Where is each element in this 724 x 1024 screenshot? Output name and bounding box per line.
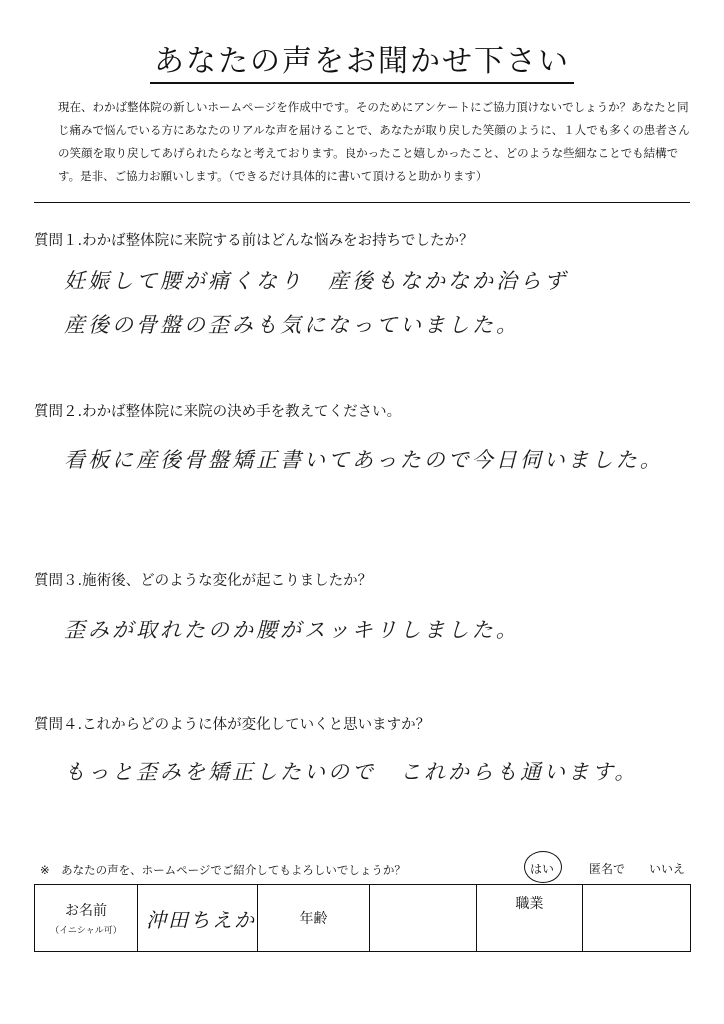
- answer-3[interactable]: [64, 608, 664, 652]
- answer-1-line-2: 産後の骨盤の歪みも気になっていました。: [64, 313, 520, 337]
- consent-option-anonymous[interactable]: 匿名で: [589, 862, 626, 876]
- job-label-cell: [477, 885, 583, 952]
- name-label-cell: [35, 885, 138, 952]
- answer-3-line-1: 歪みが取れたのか腰がスッキリしました。: [64, 618, 520, 642]
- question-1: 質問１.わかば整体院に来院する前はどんな悩みをお持ちでしたか？: [34, 233, 474, 249]
- name-field[interactable]: [138, 885, 258, 952]
- job-field[interactable]: [583, 885, 691, 952]
- answer-1[interactable]: [64, 259, 664, 347]
- answer-4-line-1: もっと歪みを矯正したいので これからも通います。: [64, 760, 639, 784]
- job-label: 職業: [515, 896, 544, 912]
- page-title: [0, 36, 724, 80]
- age-label-cell: [258, 885, 370, 952]
- intro-text: 現在、わかば整体院の新しいホームページを作成中です。そのためにアンケートにご協力頂けないでしょうか？あなたと同じ痛みで悩んでいる方にあなたのリアルな声を届けることで、あなたが取り戻した笑顔のように、１人でも多くの患者さんの笑顔を取り戻してあげられたらなと考えております。良かったこと嬉しかったこと、どのような些細なことでも結構です。是非、ご協力お願いします。（できるだけ具体的に書いて頂けると助かります）: [58, 100, 690, 183]
- question-4: 質問４.これからどのように体が変化していくと思いますか？: [34, 717, 431, 733]
- consent-question: ※ あなたの声を、ホームページでご紹介してもよろしいでしょうか？: [40, 863, 406, 877]
- name-value: 沖田ちえか: [146, 907, 256, 932]
- answer-4[interactable]: [64, 750, 664, 794]
- age-label: 年齢: [299, 911, 328, 927]
- answer-1-line-1: 妊娠して腰が痛くなり 産後もなかなか治らず: [64, 269, 568, 293]
- question-3: 質問３.施術後、どのような変化が起こりましたか？: [34, 573, 373, 589]
- name-label: お名前: [65, 903, 107, 919]
- age-field[interactable]: [370, 885, 477, 952]
- answer-2[interactable]: [64, 438, 664, 482]
- divider: [34, 202, 690, 203]
- title-text: あなたの声をお聞かせ下さい: [150, 44, 574, 84]
- answer-2-line-1: 看板に産後骨盤矯正書いてあったので今日伺いました。: [64, 448, 664, 472]
- consent-option-yes[interactable]: はい: [530, 862, 555, 876]
- consent-option-no[interactable]: いいえ: [649, 862, 686, 876]
- question-2: 質問２.わかば整体院に来院の決め手を教えてください。: [34, 404, 402, 420]
- name-sub-label: （イニシャル可）: [50, 926, 122, 936]
- respondent-info-table: [34, 884, 691, 952]
